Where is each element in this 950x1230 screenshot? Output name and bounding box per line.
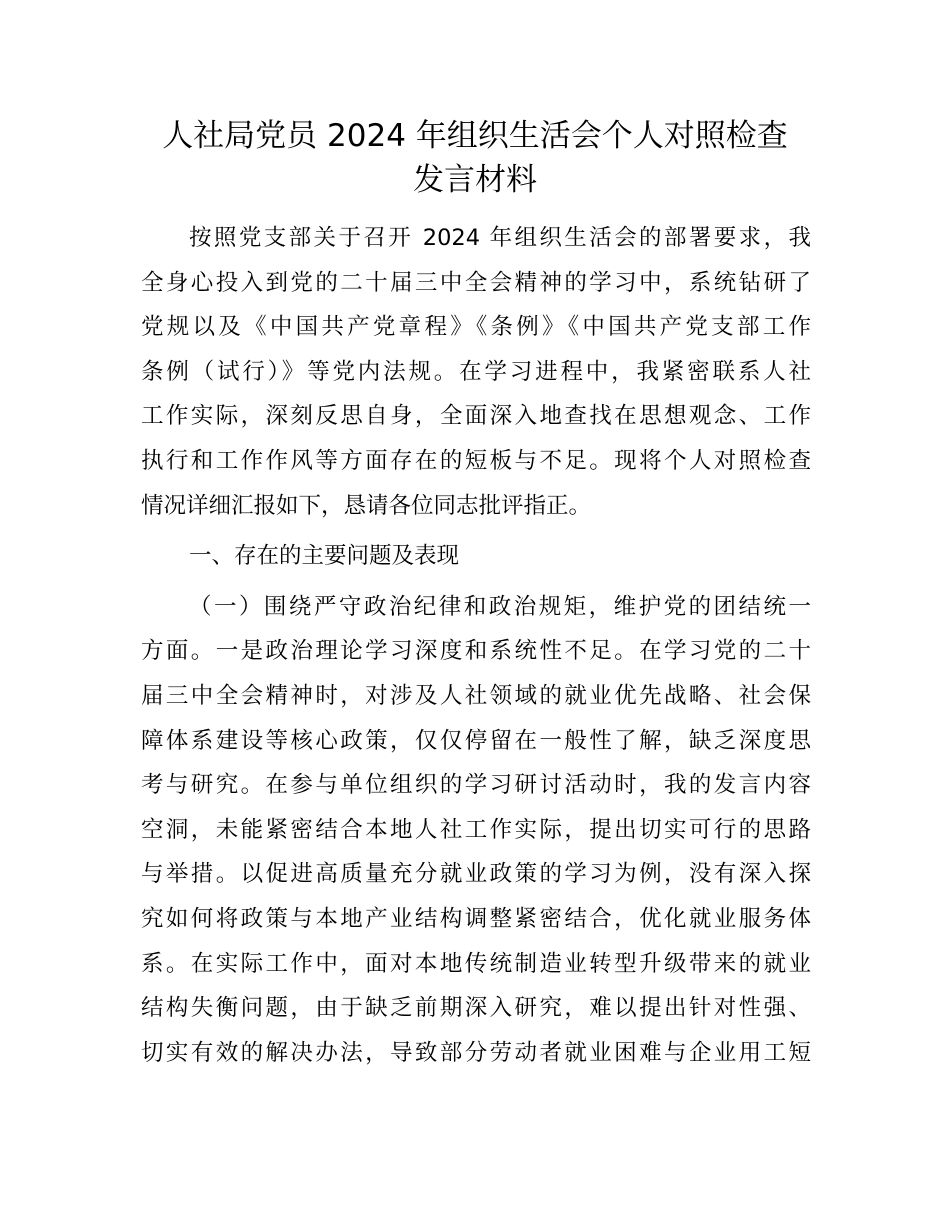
document-body <box>141 216 811 1075</box>
text-line: 空洞，未能紧密结合本地人社工作实际，提出切实可行的思路 <box>141 816 811 843</box>
text-line: （一）围绕严守政治纪律和政治规矩，维护党的团结统一 <box>189 593 811 620</box>
text-line: 按照党支部关于召开 2024 年组织生活会的部署要求，我 <box>189 225 811 251</box>
text-line: 与举措。以促进高质量充分就业政策的学习为例，没有深入探 <box>141 861 811 888</box>
document-title <box>120 114 830 202</box>
title-line-1: 人社局党员 2024 年组织生活会个人对照检查 <box>162 118 788 154</box>
text-line: 全身心投入到党的二十届三中全会精神的学习中，系统钻研了 <box>141 269 811 296</box>
text-line: 执行和工作作风等方面存在的短板与不足。现将个人对照检查 <box>141 447 811 474</box>
section-heading: 一、存在的主要问题及表现 <box>189 543 460 570</box>
text-line: 工作实际，深刻反思自身，全面深入地查找在思想观念、工作 <box>141 403 811 430</box>
text-line: 届三中全会精神时，对涉及人社领域的就业优先战略、社会保 <box>141 682 811 709</box>
title-line-2: 发言材料 <box>413 162 537 198</box>
text-line: 情况详细汇报如下，恳请各位同志批评指正。 <box>141 492 592 519</box>
text-line: 障体系建设等核心政策，仅仅停留在一般性了解，缺乏深度思 <box>141 727 811 754</box>
text-line: 系。在实际工作中，面对本地传统制造业转型升级带来的就业 <box>141 950 811 977</box>
paragraph-intro <box>141 216 811 528</box>
text-line: 条例（试行）》等党内法规。在学习进程中，我紧密联系人社 <box>141 358 811 385</box>
text-line: 党规以及《中国共产党章程》《条例》《中国共产党支部工作 <box>141 314 811 341</box>
text-line: 结构失衡问题，由于缺乏前期深入研究，难以提出针对性强、 <box>141 995 811 1022</box>
text-line: 方面。一是政治理论学习深度和系统性不足。在学习党的二十 <box>141 638 811 665</box>
paragraph-section-1 <box>141 585 811 1076</box>
text-line: 究如何将政策与本地产业结构调整紧密结合，优化就业服务体 <box>141 905 811 932</box>
text-line: 考与研究。在参与单位组织的学习研讨活动时，我的发言内容 <box>141 772 811 799</box>
text-line: 切实有效的解决办法，导致部分劳动者就业困难与企业用工短 <box>141 1039 811 1066</box>
